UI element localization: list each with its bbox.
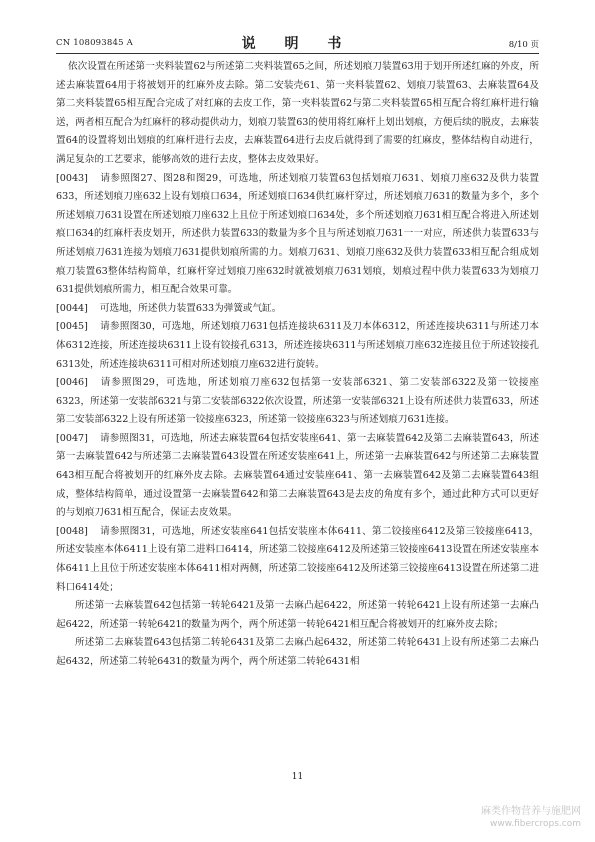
watermark-site-name: 麻类作物营养与施肥网 (481, 806, 581, 817)
paragraph-number: [0048] (56, 525, 88, 537)
paragraph-number: [0046] (56, 377, 88, 389)
paragraph (56, 430, 539, 523)
publication-number: CN 108093845 A (56, 38, 133, 48)
header-rule (56, 53, 539, 54)
paragraph (56, 634, 539, 671)
paragraph-number: [0043] (56, 172, 88, 184)
paragraph-number: [0044] (56, 302, 88, 314)
paragraph-text: 所述第一去麻装置642包括第一转轮6421及第一去麻凸起6422，所述第一转轮6421上设有所述第一去麻凸起6422，所述第一转轮6421的数量为两个，两个所述第一转轮6421相互配合将被划开的红麻外皮去除； (56, 600, 539, 630)
paragraph (56, 374, 539, 430)
paragraph (56, 318, 539, 374)
paragraph-text: 可选地，所述供力装置633为弹簧或气缸。 (99, 302, 282, 314)
paragraph-text: 请参照图30，可选地，所述划痕刀631包括连接块6311及刀本体6312，所述连接块6311与所述刀本体6312连接，所述连接块6311上设有铰接孔6313，所述连接块6311与所述划痕刀座632连接且位于所述铰接孔6313处，所述连接块6311可相对所述划痕刀座632进行旋转。 (56, 321, 539, 370)
paragraph (56, 523, 539, 597)
page-info: 8/10 页 (508, 40, 539, 50)
paragraph-number: [0047] (56, 432, 88, 444)
paragraph-text: 请参照图31，可选地，所述安装座641包括安装座本体6411、第二铰接座6412及第三铰接座6413，所述安装座本体6411上设有第二进料口6414，所述第二铰接座6412及所述第三铰接座6413设置在所述安装座本体6411上且位于所述安装座本体6411相对两侧，所述第二铰接座6412及所述第三铰接座6413设置在所述第二进料口6414处； (56, 525, 539, 593)
paragraph-number: [0045] (56, 321, 88, 333)
paragraph-text: 所述第二去麻装置643包括第二转轮6431及第二去麻凸起6432，所述第二转轮6431上设有所述第二去麻凸起6432，所述第二转轮6431的数量为两个，两个所述第二转轮6431相 (56, 637, 539, 667)
page-header (56, 30, 539, 50)
paragraph (56, 597, 539, 634)
watermark-url: www.fibercrops.com (490, 819, 581, 829)
paragraph-text: 请参照图31，可选地，所述去麻装置64包括安装座641、第一去麻装置642及第二去麻装置643，所述第一去麻装置642与所述第二去麻装置643设置在所述安装座641上，所述第一去麻装置642与所述第二去麻装置643相互配合将被划开的红麻外皮去除。去麻装置64通过安装座641、第一去麻装置642及第二去麻装置643组成，整体结构简单，通过设置第一去麻装置642和第二去麻装置643是去皮的角度有多个，通过此种方式可以更好的与划痕刀631相互配合，保证去皮效果。 (56, 432, 539, 519)
paragraph-text: 请参照图27、图28和图29，可选地，所述划痕刀装置63包括划痕刀631、划痕刀座632及供力装置633，所述划痕刀座632上设有划痕口634，所述划痕口634供红麻杆穿过，所述划痕刀631的数量为多个，多个所述划痕刀631设置在所述划痕刀座632上且位于所述划痕口634处，多个所述划痕刀631相互配合将进入所述划痕口634的红麻杆表皮划开，所述供力装置633的数量为多个且与所述划痕刀631一一对应，所述供力装置633与所述划痕刀631连接为划痕刀631提供划痕所需的力。划痕刀631、划痕刀座632及供力装置633相互配合组成划痕刀装置63整体结构简单，红麻杆穿过划痕刀座632时就被划痕刀631划痕，划痕过程中供力装置633为划痕刀631提供划痕所需力，相互配合效果可靠。 (56, 172, 539, 296)
paragraph (56, 58, 539, 170)
page-number: 11 (291, 772, 304, 782)
document-title: 说 明 书 (241, 36, 354, 52)
paragraph (56, 170, 539, 300)
paragraph (56, 300, 539, 319)
paragraph-text: 请参照图29，可选地，所述划痕刀座632包括第一安装部6321、第二安装部6322及第一铰接座6323，所述第一安装部6321与第二安装部6322依次设置，所述第一安装部6321上设有所述供力装置633，所述第二安装部6322上设有所述第一铰接座6323，所述第一铰接座6323与所述划痕刀631连接。 (56, 377, 539, 426)
document-body (56, 58, 539, 672)
watermark (481, 806, 581, 830)
paragraph-text: 依次设置在所述第一夹料装置62与所述第二夹料装置65之间，所述划痕刀装置63用于划开所述红麻的外皮，所述去麻装置64用于将被划开的红麻外皮去除。第二安装壳61、第一夹料装置62、划痕刀装置63、去麻装置64及第二夹料装置65相互配合完成了对红麻的去皮工作，第一夹料装置62与第二夹料装置65相互配合将红麻杆进行输送，两者相互配合为红麻杆的移动提供动力，划痕刀装置63的使用将红麻杆上划出划痕，方便后续的脱皮，去麻装置64的设置将划出划痕的红麻杆进行去皮，去麻装置64进行去皮后就得到了需要的红麻皮，整体结构自动进行，满足复杂的工艺要求，能够高效的进行去皮，整体去皮效果好。 (56, 61, 539, 165)
